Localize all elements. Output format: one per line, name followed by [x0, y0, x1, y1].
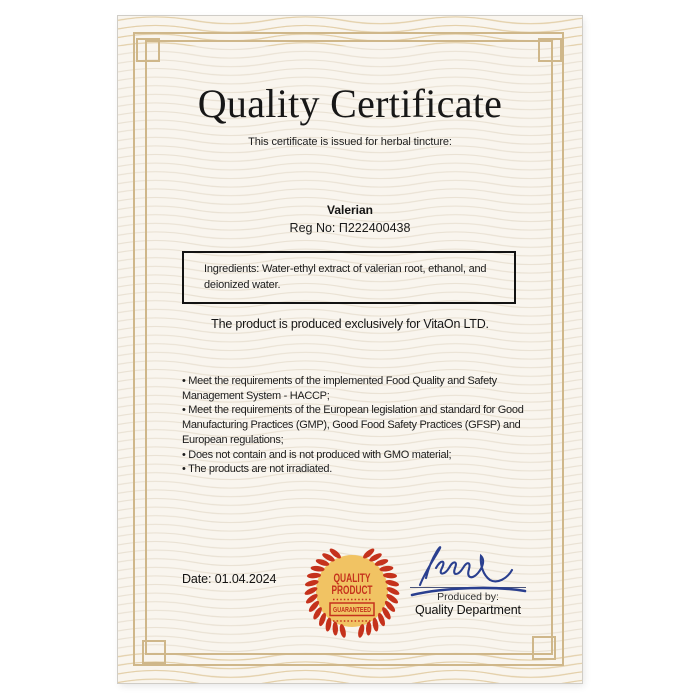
- certificate-title: Quality Certificate: [197, 81, 503, 126]
- issue-date: Date: 01.04.2024: [182, 572, 277, 586]
- ingredients-box: [182, 251, 516, 304]
- quality-product-badge: [304, 544, 400, 640]
- produced-by-label: Produced by:: [437, 591, 499, 603]
- certificate-page: [118, 16, 582, 683]
- certificate-content: [118, 16, 582, 683]
- ingredients-text: Ingredients: Water-ethyl extract of valerian root, ethanol, and deionized water.: [204, 263, 487, 291]
- signature-block: [390, 538, 546, 628]
- product-name: Valerian: [326, 203, 374, 217]
- badge-line2: PRODUCT: [331, 585, 373, 597]
- requirement-item: • The products are not irradiated.: [182, 463, 332, 476]
- certificate-subtitle: This certificate is issued for herbal tincture:: [248, 136, 452, 148]
- produced-by-department: Quality Department: [415, 603, 521, 617]
- badge-line3: GUARANTEED: [333, 605, 371, 615]
- exclusive-production-line: The product is produced exclusively for VitaOn LTD.: [211, 317, 489, 331]
- registration-number: Reg No: П222400438: [289, 221, 411, 235]
- badge-line1: QUALITY: [333, 573, 371, 585]
- requirement-item: • Meet the requirements of the implemented Food Quality and Safety Management System - HACCP;: [182, 375, 497, 402]
- requirement-item: • Does not contain and is not produced with GMO material;: [182, 448, 452, 461]
- requirement-item: • Meet the requirements of the European legislation and standard for Good Manufacturing Practices (GMP), Good Food Safety Practices (GFSP) and European regulations;: [182, 404, 524, 446]
- requirements-list: [182, 374, 536, 477]
